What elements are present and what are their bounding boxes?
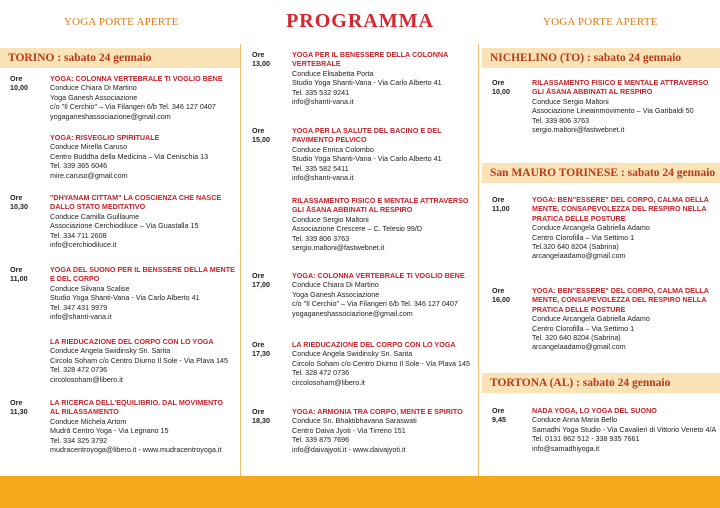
entry-detail: Associazione Cerchiodiluce – Via Guastalla 15: [50, 221, 199, 231]
entry-time: Ore 11,30: [10, 398, 28, 417]
entry-title: YOGA: COLONNA VERTEBRALE TI VOGLIO BENE: [50, 74, 223, 83]
entry-detail: Conduce Camilla Guillaume: [50, 211, 140, 221]
entry-detail: Studio Yoga Shanti-Vana - Via Carlo Alberto 41: [50, 293, 200, 303]
entry-body: [292, 126, 442, 182]
entry-contact-link[interactable]: circolosoham@libero.it: [292, 377, 365, 387]
entry-contact-link[interactable]: info@cerchiodiluce.it: [50, 240, 117, 250]
entry-contact-link[interactable]: info@samadhiyoga.it: [532, 443, 600, 453]
entry-detail: Conduce Sn. Bhaktibhavana Saraswati: [292, 416, 417, 426]
entry-time: Ore 11,00: [10, 265, 28, 284]
entry-contact-link[interactable]: info@shanti-vana.it: [292, 97, 354, 107]
entry-detail: c/o "Il Cerchio" – Via Filangeri 6/b Tel. 346 127 0407: [50, 102, 216, 112]
entry-title: LA RICERCA DELL'EQUILIBRIO. DAL MOVIMENTO: [50, 398, 224, 407]
entry-detail: Tel. 334 711 2608: [50, 230, 107, 240]
entry-title: LA RIEDUCAZIONE DEL CORPO CON LO YOGA: [292, 340, 456, 349]
entry-detail: Centro Clorofilla – Via Settimo 1: [532, 232, 635, 242]
entry-detail: Tel. 335 582 5411: [292, 163, 349, 173]
entry-detail: Tel. 328 472 0736: [50, 365, 108, 375]
entry-body: [292, 407, 463, 454]
entry-detail: Yoga Ganesh Associazione: [292, 289, 380, 299]
entry-detail: Tel. 0131 862 512 - 338 935 7661: [532, 434, 640, 444]
entry-detail: Tel. 339 806 3763: [292, 233, 350, 243]
entry-title: MENTE, CONSAPEVOLEZZA DEL RESPIRO NELLA: [532, 295, 707, 305]
entry-title: E DEL CORPO: [50, 274, 100, 284]
entry-body: [292, 271, 465, 318]
entry-detail: Mudrā Centro Yoga - Via Legnano 15: [50, 426, 169, 436]
entry-time: Ore 10,00: [10, 74, 28, 93]
entry-detail: Associazione Crescere – C. Telesio 99/D: [292, 224, 423, 234]
section-header-nichelino: NICHELINO (TO) : sabato 24 gennaio: [482, 48, 720, 68]
entry-body: [50, 133, 208, 180]
entry-title: GLI ĀSANA ABBINATI AL RESPIRO: [292, 205, 413, 215]
entry-body: [50, 74, 223, 121]
entry-contact-link[interactable]: mudracentroyoga@libero.it - www.mudracentroyoga.it: [50, 445, 222, 455]
entry-detail: Tel. 347 431 9979: [50, 302, 108, 312]
entry-detail: Associazione Lineainmovimento – Via Garibaldi 50: [532, 106, 694, 116]
entry-detail: Studio Yoga Shanti-Vana - Via Carlo Alberto 41: [292, 154, 442, 164]
entry-body: [50, 337, 228, 384]
entry-title: LA RIEDUCAZIONE DEL CORPO CON LO YOGA: [50, 337, 214, 346]
entry-detail: Conduce Silvana Scalise: [50, 283, 130, 293]
entry-body: [50, 265, 235, 321]
section-header-torino: TORINO : sabato 24 gennaio: [0, 48, 240, 68]
entry-title: DALLO STATO MEDITATIVO: [50, 202, 146, 212]
entry-detail: Conduce Chiara Di Martino: [292, 280, 379, 290]
entry-contact-link[interactable]: arcangelaadamo@gmail.com: [532, 342, 626, 352]
entry-detail: Conduce Angela Swidinsky Sn. Sarita: [50, 346, 171, 356]
entry-time: Ore 17,00: [252, 271, 270, 290]
entry-detail: Conduce Sergio Maltoni: [292, 214, 369, 224]
entry-contact-link[interactable]: info@shanti-vana.it: [50, 312, 112, 322]
entry-body: [532, 286, 709, 352]
entry-detail: Conduce Elisabetta Porta: [292, 68, 374, 78]
entry-title: PRATICA DELLE POSTURE: [532, 213, 626, 223]
entry-title: AL RILASSAMENTO: [50, 407, 119, 417]
entry-detail: Circolo Soham c/o Centro Diurno Il Sole - Via Plava 145: [50, 355, 229, 365]
entry-contact-link[interactable]: arcangelaadamo@gmail.com: [532, 251, 626, 261]
entry-title: RILASSAMENTO FISICO E MENTALE ATTRAVERSO: [532, 78, 709, 87]
entry-title: NADA YOGA, LO YOGA DEL SUONO: [532, 406, 657, 415]
entry-body: [292, 50, 448, 106]
entry-time: Ore 16,00: [492, 286, 510, 305]
entry-title: PRATICA DELLE POSTURE: [532, 304, 626, 314]
entry-contact-link[interactable]: yogaganeshassociazione@gmail.com: [292, 308, 413, 318]
entry-detail: Samadhi Yoga Studio - Via Cavalieri di Vittorio Veneto 4/A: [532, 424, 717, 434]
entry-detail: Conduce Michela Artom: [50, 416, 127, 426]
entry-contact-link[interactable]: info@daivajyoti.it - www.daivajyoti.it: [292, 444, 406, 454]
entry-body: [532, 406, 716, 453]
entry-time: Ore 9,45: [492, 406, 506, 425]
entry-detail: Conduce Arcangela Gabriella Adamo: [532, 314, 650, 324]
entry-time: Ore 17,30: [252, 340, 270, 359]
entry-contact-link[interactable]: yogaganeshassociazione@gmail.com: [50, 111, 171, 121]
entry-title: PAVIMENTO PELVICO: [292, 135, 367, 145]
header-left-label: YOGA PORTE APERTE: [64, 16, 179, 28]
entry-detail: Circolo Soham c/o Centro Diurno Il Sole - Via Plava 145: [292, 358, 471, 368]
entry-contact-link[interactable]: circolosoham@libero.it: [50, 374, 123, 384]
entry-body: [532, 195, 709, 261]
entry-title: YOGA PER LA SALUTE DEL BACINO E DEL: [292, 126, 442, 135]
entry-body: [292, 196, 469, 252]
entry-detail: Yoga Ganesh Associazione: [50, 92, 138, 102]
header-bar: [0, 0, 720, 40]
entry-detail: Tel. 335 532 9241: [292, 87, 350, 97]
entry-body: [50, 398, 223, 454]
entry-detail: Centro Buddha della Medicina – Via Cenischia 13: [50, 151, 209, 161]
entry-detail: Tel. 339 806 3763: [532, 115, 590, 125]
entry-title: YOGA: BEN"ESSERE" DEL CORPO, CALMA DELLA: [532, 286, 709, 295]
entry-detail: Tel. 339 365 6046: [50, 161, 108, 171]
entry-title: RILASSAMENTO FISICO E MENTALE ATTRAVERSO: [292, 196, 469, 205]
header-right-label: YOGA PORTE APERTE: [543, 16, 658, 28]
entry-title: YOGA: ARMONIA TRA CORPO, MENTE E SPIRITO: [292, 407, 463, 416]
entry-detail: Tel. 339 875 7696: [292, 435, 350, 445]
column-divider: [478, 44, 479, 476]
entry-detail: Conduce Enrica Colombo: [292, 144, 374, 154]
entry-detail: Centro Daiva Jyoti - Via Tirreno 151: [292, 425, 406, 435]
entry-title: YOGA: BEN"ESSERE" DEL CORPO, CALMA DELLA: [532, 195, 709, 204]
column-divider: [240, 44, 241, 476]
entry-detail: Tel. 320 640 8204 (Sabrina): [532, 333, 621, 343]
entry-contact-link[interactable]: info@shanti-vana.it: [292, 173, 354, 183]
entry-title: "DHYANAM CITTAM" LA COSCIENZA CHE NASCE: [50, 193, 222, 202]
entry-body: [292, 340, 470, 387]
entry-detail: Studio Yoga Shanti-Vana - Via Carlo Alberto 41: [292, 78, 442, 88]
entry-body: [532, 78, 709, 134]
entry-detail: Tel. 334 325 3792: [50, 435, 108, 445]
entry-detail: c/o "Il Cerchio" – Via Filangeri 6/b Tel. 346 127 0407: [292, 299, 458, 309]
page-title: PROGRAMMA: [286, 10, 434, 32]
entry-detail: Conduce Mirella Caruso: [50, 142, 128, 152]
entry-contact-link[interactable]: sergio.maltoni@fastwebnet.it: [532, 125, 625, 135]
entry-detail: Centro Clorofilla – Via Settimo 1: [532, 323, 635, 333]
entry-detail: Conduce Angela Swidinsky Sn. Sarita: [292, 349, 413, 359]
footer-bar: [0, 476, 720, 508]
entry-contact-link[interactable]: sergio.maltoni@fastwebnet.it: [292, 243, 385, 253]
entry-time: Ore 18,30: [252, 407, 270, 426]
entry-title: YOGA: COLONNA VERTEBRALE TI VOGLIO BENE: [292, 271, 465, 280]
entry-detail: Conduce Sergio Maltoni: [532, 96, 609, 106]
entry-title: MENTE, CONSAPEVOLEZZA DEL RESPIRO NELLA: [532, 204, 707, 214]
entry-contact-link[interactable]: mire.caruso@gmail.com: [50, 170, 128, 180]
section-header-tortona: TORTONA (AL) : sabato 24 gennaio: [482, 373, 720, 393]
entry-detail: Conduce Arcangela Gabriella Adamo: [532, 223, 650, 233]
entry-title: YOGA DEL SUONO PER IL BENSSERE DELLA MENTE: [50, 265, 235, 274]
entry-title: YOGA PER IL BENESSERE DELLA COLONNA: [292, 50, 449, 59]
entry-time: Ore 15,00: [252, 126, 270, 145]
entry-title: YOGA: RISVEGLIO SPIRITUALE: [50, 133, 160, 142]
entry-detail: Conduce Chiara Di Martino: [50, 83, 137, 93]
entry-detail: Tel.320 640 8204 (Sabrina): [532, 242, 619, 252]
entry-time: Ore 10,00: [492, 78, 510, 97]
entry-time: Ore 10,30: [10, 193, 28, 212]
entry-time: Ore 13,00: [252, 50, 270, 69]
entry-body: [50, 193, 221, 249]
entry-title: VERTEBRALE: [292, 59, 341, 69]
entry-detail: Conduce Anna Maria Bello: [532, 415, 618, 425]
entry-time: Ore 11,00: [492, 195, 510, 214]
entry-title: GLI ĀSANA ABBINATI AL RESPIRO: [532, 87, 653, 97]
entry-detail: Tel. 328 472 0736: [292, 368, 350, 378]
section-header-san-mauro: San MAURO TORINESE : sabato 24 gennaio: [482, 163, 720, 183]
